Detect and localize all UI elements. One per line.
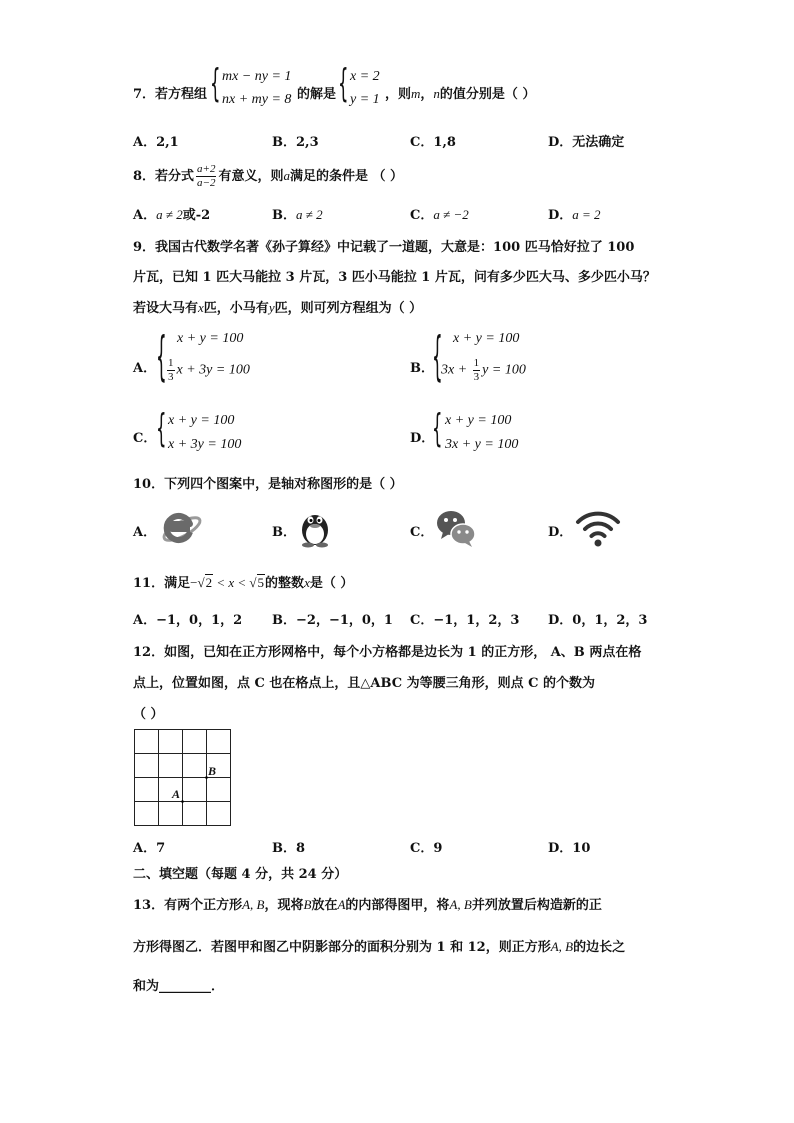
- q11-option-a[interactable]: A．−1，0，1，2: [133, 613, 243, 628]
- q12-point-a-label: A: [172, 787, 181, 801]
- q11-sqrt-2: 2: [205, 575, 213, 590]
- q9-option-b-label[interactable]: B．: [410, 361, 434, 376]
- q13-squares-ab: A, B: [242, 897, 265, 912]
- q9-option-c-eq1: x + y = 100: [168, 413, 235, 428]
- section-2-heading: 二、填空题（每题 4 分，共 24 分）: [133, 867, 348, 882]
- q8-option-d[interactable]: D．a = 2: [548, 207, 601, 223]
- q7-tail-text: ，则: [385, 87, 412, 102]
- q10-option-a-label[interactable]: A．: [133, 525, 157, 540]
- q13-line-3: 和为________．: [133, 979, 225, 994]
- q7-solution-brace: {: [338, 62, 349, 107]
- q12-line-3: （ ）: [133, 707, 164, 722]
- q11-minus-sign: −: [190, 575, 198, 590]
- q7-var-m: m: [411, 86, 421, 101]
- q9-option-d-eq1: x + y = 100: [445, 413, 512, 428]
- q11-var-x: x: [304, 575, 310, 590]
- q12-line-1: 12．如图，已知在正方形网格中，每个小方格都是边长为 1 的正方形， A、B 两点在格: [133, 645, 642, 660]
- q10-option-b-label[interactable]: B．: [272, 525, 296, 540]
- q8-fraction-numerator: a+2: [197, 163, 216, 175]
- q7-option-c[interactable]: C．1,8: [410, 135, 456, 150]
- q11-inequality: < x <: [213, 575, 250, 590]
- q9-line-1: 9．我国古代数学名著《孙子算经》中记载了一道题，大意是：100 匹马恰好拉了 100: [133, 240, 635, 255]
- q12-option-a[interactable]: A．7: [133, 841, 166, 856]
- q9-option-d-label[interactable]: D．: [410, 431, 435, 446]
- q8-option-c[interactable]: C．a ≠ −2: [410, 207, 469, 223]
- q9-var-y: y: [268, 300, 275, 315]
- q7-end-text: 的值分别是（ ）: [439, 87, 536, 102]
- q9-option-a-brace: {: [156, 325, 167, 388]
- q8-var-a: a: [283, 168, 290, 183]
- wechat-icon[interactable]: [435, 508, 477, 548]
- wifi-icon[interactable]: [574, 508, 622, 548]
- q9-option-a-fraction: $\frac{1}{3}$: [168, 357, 174, 383]
- q12-line-2: 点上，位置如图，点 C 也在格点上，且△ABC 为等腰三角形，则点 C 的个数为: [133, 676, 595, 691]
- q7-solution-x: x = 2: [350, 69, 380, 84]
- ie-logo-icon[interactable]: [160, 508, 204, 548]
- q9-option-a-label[interactable]: A．: [133, 361, 157, 376]
- q8-question: [133, 163, 403, 190]
- q8-number-text: 8．若分式: [133, 169, 195, 184]
- q7-option-a[interactable]: A．2,1: [133, 135, 179, 150]
- q13-line-2: 方形得图乙．若图甲和图乙中阴影部分的面积分别为 1 和 12，则正方形A, B的边长之: [133, 939, 626, 955]
- q9-option-b-eq2: 3x + $\frac{1}{3}$ y = 100: [441, 357, 526, 383]
- q7-solution-text: 的解是: [297, 87, 337, 102]
- q7-solution-y: y = 1: [350, 92, 380, 107]
- q7-var-n: n: [433, 86, 440, 101]
- q9-option-a-eq1: x + y = 100: [177, 331, 244, 346]
- q12-option-d[interactable]: D．10: [548, 841, 591, 856]
- q7-comma: ，: [420, 87, 434, 102]
- q10-option-d-label[interactable]: D．: [548, 525, 573, 540]
- q9-option-b-eq1: x + y = 100: [453, 331, 520, 346]
- q7-option-d[interactable]: D．无法确定: [548, 135, 625, 150]
- q12-point-b-label: B: [208, 764, 217, 778]
- q12-option-b[interactable]: B．8: [272, 841, 306, 856]
- q9-option-c-label[interactable]: C．: [133, 431, 157, 446]
- q8-end-text: 满足的条件是 （ ）: [290, 169, 404, 184]
- q12-option-c[interactable]: C．9: [410, 841, 443, 856]
- q10-option-c-label[interactable]: C．: [410, 525, 434, 540]
- q11-option-c[interactable]: C．−1，1，2，3: [410, 613, 520, 628]
- q8-option-b[interactable]: B．a ≠ 2: [272, 207, 323, 223]
- qq-penguin-icon[interactable]: [297, 508, 333, 548]
- q7-number-text: 7．若方程组: [133, 87, 208, 102]
- q9-option-c-eq2: x + 3y = 100: [168, 437, 242, 452]
- q7-system-eq1: mx − ny = 1: [222, 69, 292, 84]
- q9-line-3: 若设大马有x匹，小马有y匹，则可列方程组为（ ）: [133, 300, 423, 316]
- q9-option-a-eq2: $\frac{1}{3}$ x + 3y = 100: [168, 357, 250, 383]
- q11-sqrt-5: 5: [257, 575, 265, 590]
- q7-left-brace: {: [210, 62, 221, 107]
- q8-mid-text: 有意义，则: [218, 169, 284, 184]
- q11-sqrt-sign-1: √: [197, 575, 205, 590]
- q8-fraction-denominator: a−2: [197, 177, 216, 189]
- q11-option-d[interactable]: D．0，1，2，3: [548, 613, 648, 628]
- q13-line-1: 13．有两个正方形A, B，现将B放在A的内部得图甲，将A, B并列放置后构造新的正: [133, 897, 602, 913]
- q9-option-d-brace: {: [432, 407, 443, 452]
- q9-option-b-fraction: $\frac{1}{3}$: [473, 357, 480, 383]
- q10-question: 10．下列四个图案中，是轴对称图形的是（ ）: [133, 477, 403, 492]
- q9-line-2: 片瓦，已知 1 匹大马能拉 3 片瓦，3 匹小马能拉 1 片瓦，问有多少匹大马、多少匹小马？: [133, 270, 656, 285]
- q9-var-x: x: [198, 300, 204, 315]
- q8-fraction: [196, 163, 216, 190]
- q11-question: 11．满足−√2 < x < √5的整数x是（ ）: [133, 575, 354, 591]
- q9-option-c-brace: {: [156, 407, 167, 452]
- q7-question-tail: [385, 83, 535, 102]
- q9-option-b-brace: {: [432, 325, 443, 388]
- q11-sqrt-sign-2: √: [249, 575, 257, 590]
- q12-square-grid: [134, 729, 232, 827]
- q7-system-eq2: nx + my = 8: [222, 92, 292, 107]
- q8-option-a[interactable]: A．a ≠ 2或-2: [133, 207, 211, 223]
- q9-option-d-eq2: 3x + y = 100: [445, 437, 519, 452]
- q7-option-b[interactable]: B．2,3: [272, 135, 319, 150]
- q11-option-b[interactable]: B．−2，−1，0，1: [272, 613, 393, 628]
